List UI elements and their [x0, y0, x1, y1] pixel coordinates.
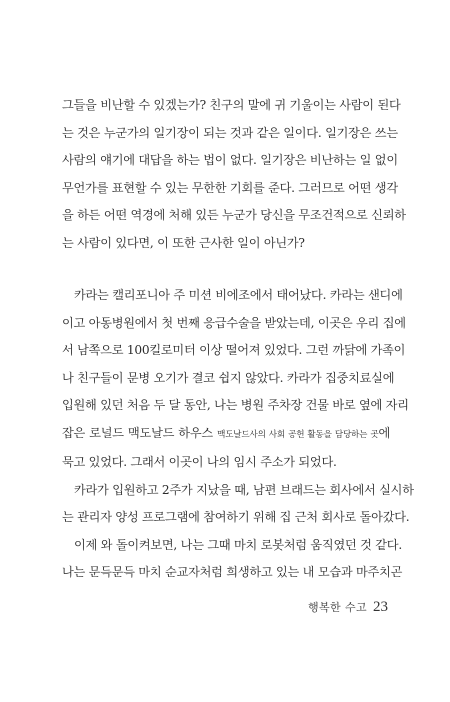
text-line: 는 것은 누군가의 일기장이 되는 것과 같은 일이다. 일기장은 쓰는: [62, 125, 398, 140]
paragraph-group-2: [62, 282, 414, 587]
text-line: 이제 와 돌이켜보면, 나는 그때 마치 로봇처럼 움직였던 것 같다.: [74, 537, 402, 552]
line-text: 잡은 로널드 맥도날드 하우스: [62, 425, 213, 440]
text-line: 는 사람이 있다면, 이 또한 근사한 일이 아닌가?: [62, 235, 305, 250]
page-footer: [308, 599, 388, 616]
text-line: 는 관리자 양성 프로그램에 참여하기 위해 집 근처 회사로 돌아갔다.: [62, 510, 410, 524]
line-text: 에: [378, 425, 390, 440]
text-line: 을 하든 어떤 역경에 처해 있든 누군가 당신을 무조건적으로 신뢰하: [62, 208, 406, 222]
inline-annotation: 맥도날드사의 사회 공헌 활동을 담당하는 곳: [217, 429, 379, 440]
text-line: 이고 아동병원에서 첫 번째 응급수술을 받았는데, 이곳은 우리 집에: [62, 315, 406, 330]
text-line: 카라가 입원하고 2주가 지났을 때, 남편 브래드는 회사에서 실시하: [74, 482, 414, 497]
text-line: 무언가를 표현할 수 있는 무한한 기회를 준다. 그러므로 어떤 생각: [62, 180, 398, 195]
text-line: 묵고 있었다. 그래서 이곳이 나의 임시 주소가 되었다.: [62, 455, 337, 469]
running-title: 행복한 수고: [307, 601, 367, 614]
text-line: 서 남쪽으로 100킬로미터 이상 떨어져 있었다. 그런 까닭에 가족이: [62, 343, 406, 357]
text-line: 입원해 있던 처음 두 달 동안, 나는 병원 주차장 건물 바로 옆에 자리: [62, 398, 409, 412]
text-line: 사람의 얘기에 대답을 하는 법이 없다. 일기장은 비난하는 일 없이: [62, 153, 398, 167]
paragraph-1: [62, 92, 406, 257]
text-line: 카라는 캘리포니아 주 미션 비에조에서 태어났다. 카라는 샌디에: [74, 288, 403, 302]
page-number: 23: [373, 599, 388, 615]
text-line-with-note: [62, 420, 390, 450]
text-line: 그들을 비난할 수 있겠는가? 친구의 말에 귀 기울이는 사람이 된다: [62, 98, 401, 112]
text-line: 나는 문득문득 마치 순교자처럼 희생하고 있는 내 모습과 마주치곤: [62, 565, 403, 579]
text-line: 나 친구들이 문병 오기가 결코 쉽지 않았다. 카라가 집중치료실에: [62, 370, 395, 385]
